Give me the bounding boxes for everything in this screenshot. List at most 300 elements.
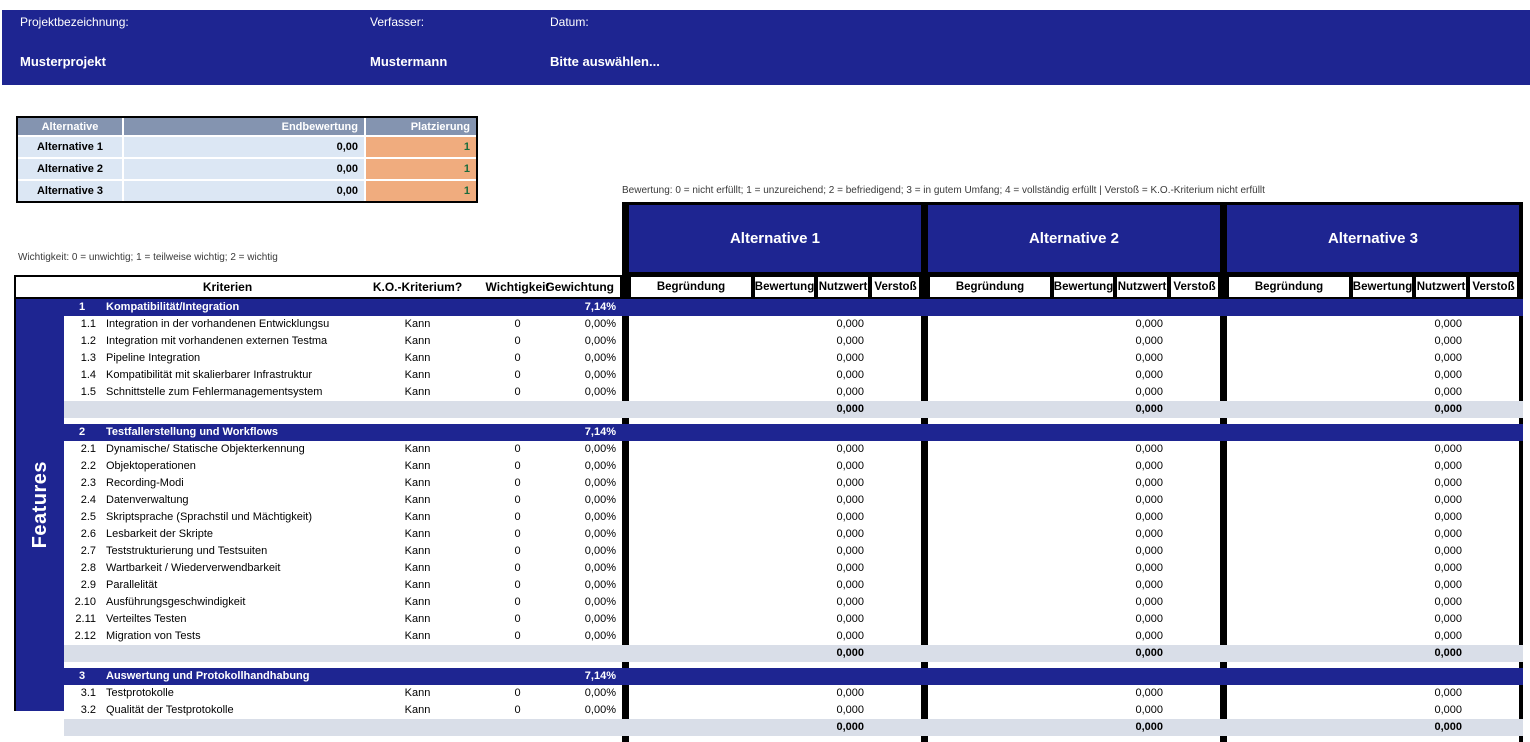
cell-verstoss[interactable]	[870, 492, 921, 509]
cell-bewertung[interactable]	[1052, 475, 1115, 492]
cell-wichtigkeit[interactable]: 0	[514, 579, 521, 591]
cell-bewertung[interactable]	[753, 560, 816, 577]
cell-gewichtung: 0,00%	[584, 704, 616, 716]
block-divider	[921, 492, 928, 509]
cell-bewertung[interactable]	[1351, 594, 1414, 611]
features-sidebar-label: Features	[28, 461, 51, 549]
cell-verstoss[interactable]	[1468, 594, 1519, 611]
cell-verstoss[interactable]	[1169, 526, 1220, 543]
cell-verstoss[interactable]	[1169, 367, 1220, 384]
cell-bewertung[interactable]	[1351, 685, 1414, 702]
cell-bewertung[interactable]	[753, 611, 816, 628]
cell-wichtigkeit	[480, 424, 555, 441]
cell-bewertung[interactable]	[1351, 611, 1414, 628]
cell-verstoss[interactable]	[1468, 350, 1519, 367]
criterion-row	[64, 316, 1525, 333]
cell-bewertung[interactable]	[753, 350, 816, 367]
cell-verstoss[interactable]	[1468, 543, 1519, 560]
cell-ko[interactable]: Kann	[404, 613, 431, 625]
cell-nutzwert: 0,000	[1434, 579, 1462, 591]
cell-bewertung[interactable]	[1351, 333, 1414, 350]
cell-begruendung[interactable]	[928, 560, 1052, 577]
cell-verstoss[interactable]	[1169, 350, 1220, 367]
summary-row-score: 0,00	[124, 181, 364, 201]
cell-empty	[555, 401, 622, 418]
matrix-right-border	[1519, 560, 1523, 577]
cell-bewertung[interactable]	[1052, 611, 1115, 628]
cell-begruendung[interactable]	[629, 333, 753, 350]
cell-nutzwert: 0,000	[1434, 528, 1462, 540]
criterion-row	[64, 685, 1525, 702]
cell-verstoss[interactable]	[870, 367, 921, 384]
cell-verstoss[interactable]	[1468, 492, 1519, 509]
criterion-row	[64, 367, 1525, 384]
cell-begruendung[interactable]	[1227, 543, 1351, 560]
cell-bewertung[interactable]	[753, 316, 816, 333]
cell-verstoss[interactable]	[1169, 333, 1220, 350]
cell-nutzwert: 0,000	[1135, 704, 1163, 716]
block-divider	[921, 685, 928, 702]
cell-verstoss[interactable]	[1169, 685, 1220, 702]
cell-begruendung[interactable]	[928, 367, 1052, 384]
cell-wichtigkeit[interactable]: 0	[514, 335, 521, 347]
criterion-name: Skriptsprache (Sprachstil und Mächtigkeit)	[106, 511, 313, 523]
cell-bewertung[interactable]	[1052, 492, 1115, 509]
cell-verstoss[interactable]	[870, 526, 921, 543]
cell-ko[interactable]: Kann	[404, 528, 431, 540]
author-value-cell[interactable]: Mustermann	[370, 54, 448, 69]
cell-verstoss[interactable]	[1468, 577, 1519, 594]
cell-wichtigkeit[interactable]: 0	[514, 613, 521, 625]
cell-begruendung[interactable]	[928, 628, 1052, 645]
section-number: 2	[64, 424, 100, 441]
cell-verstoss	[1169, 736, 1220, 742]
cell-bewertung[interactable]	[1351, 526, 1414, 543]
cell-gewichtung: 0,00%	[584, 369, 616, 381]
criterion-name: Pipeline Integration	[106, 352, 201, 364]
cell-verstoss[interactable]	[1169, 560, 1220, 577]
block-divider	[921, 736, 928, 742]
cell-bewertung[interactable]	[1351, 458, 1414, 475]
cell-begruendung	[928, 645, 1052, 662]
cell-begruendung[interactable]	[629, 685, 753, 702]
cell-bewertung[interactable]	[753, 628, 816, 645]
cell-verstoss[interactable]	[1468, 333, 1519, 350]
cell-bewertung[interactable]	[1052, 685, 1115, 702]
cell-verstoss	[1169, 299, 1220, 316]
summary-row-name: Alternative 3	[18, 181, 122, 201]
cell-begruendung	[629, 299, 753, 316]
cell-ko[interactable]: Kann	[404, 511, 431, 523]
cell-wichtigkeit[interactable]: 0	[514, 687, 521, 699]
block-divider	[1220, 645, 1227, 662]
criterion-row	[64, 543, 1525, 560]
cell-verstoss[interactable]	[870, 458, 921, 475]
cell-bewertung[interactable]	[1052, 316, 1115, 333]
cell-wichtigkeit[interactable]: 0	[514, 562, 521, 574]
cell-verstoss	[1169, 645, 1220, 662]
cell-verstoss[interactable]	[1468, 526, 1519, 543]
cell-begruendung[interactable]	[1227, 594, 1351, 611]
cell-wichtigkeit[interactable]: 0	[514, 545, 521, 557]
cell-verstoss	[870, 736, 921, 742]
cell-ko[interactable]: Kann	[404, 369, 431, 381]
section-gewichtung: 7,14%	[555, 299, 622, 316]
cell-begruendung[interactable]	[928, 685, 1052, 702]
cell-wichtigkeit[interactable]: 0	[514, 477, 521, 489]
matrix-right-border	[1519, 333, 1523, 350]
date-select-cell[interactable]: Bitte auswählen...	[550, 54, 660, 69]
criterion-number: 2.1	[80, 443, 96, 455]
matrix-right-border	[1519, 401, 1523, 418]
cell-begruendung[interactable]	[629, 526, 753, 543]
cell-begruendung[interactable]	[629, 367, 753, 384]
cell-verstoss	[1468, 736, 1519, 742]
cell-bewertung[interactable]	[1052, 628, 1115, 645]
cell-wichtigkeit[interactable]: 0	[514, 318, 521, 330]
cell-wichtigkeit[interactable]: 0	[514, 511, 521, 523]
cell-begruendung[interactable]	[1227, 577, 1351, 594]
cell-begruendung[interactable]	[928, 492, 1052, 509]
cell-verstoss[interactable]	[1468, 384, 1519, 401]
summary-col-endbewertung: Endbewertung	[124, 118, 364, 135]
cell-begruendung[interactable]	[928, 509, 1052, 526]
cell-verstoss[interactable]	[1169, 628, 1220, 645]
block-divider	[1220, 509, 1227, 526]
cell-begruendung[interactable]	[629, 350, 753, 367]
cell-bewertung[interactable]	[1351, 509, 1414, 526]
cell-ko[interactable]: Kann	[404, 704, 431, 716]
cell-ko[interactable]: Kann	[404, 596, 431, 608]
cell-verstoss	[1169, 424, 1220, 441]
cell-bewertung	[753, 299, 816, 316]
cell-verstoss[interactable]	[1169, 475, 1220, 492]
cell-ko[interactable]: Kann	[404, 687, 431, 699]
cell-verstoss[interactable]	[1468, 611, 1519, 628]
cell-begruendung[interactable]	[928, 333, 1052, 350]
cell-gewichtung: 0,00%	[584, 528, 616, 540]
cell-bewertung[interactable]	[1351, 350, 1414, 367]
cell-bewertung[interactable]	[1351, 316, 1414, 333]
cell-nutzwert: 0,000	[1434, 704, 1462, 716]
cell-verstoss[interactable]	[870, 333, 921, 350]
cell-bewertung[interactable]	[1052, 594, 1115, 611]
cell-verstoss[interactable]	[1169, 316, 1220, 333]
cell-bewertung[interactable]	[1052, 458, 1115, 475]
block-divider	[622, 202, 629, 275]
criterion-row	[64, 333, 1525, 350]
cell-wichtigkeit[interactable]: 0	[514, 460, 521, 472]
cell-bewertung[interactable]	[1052, 526, 1115, 543]
cell-nutzwert: 0,000	[836, 511, 864, 523]
cell-begruendung[interactable]	[1227, 367, 1351, 384]
cell-begruendung[interactable]	[928, 350, 1052, 367]
cell-verstoss[interactable]	[1468, 441, 1519, 458]
cell-begruendung	[629, 401, 753, 418]
cell-verstoss[interactable]	[870, 560, 921, 577]
criterion-row	[64, 594, 1525, 611]
cell-verstoss[interactable]	[1468, 367, 1519, 384]
cell-begruendung[interactable]	[1227, 441, 1351, 458]
cell-begruendung[interactable]	[629, 628, 753, 645]
section-title: Kompatibilität/Integration	[100, 299, 355, 316]
cell-ko[interactable]: Kann	[404, 335, 431, 347]
gewichtung-header: Gewichtung	[545, 280, 614, 294]
cell-bewertung	[1052, 299, 1115, 316]
cell-verstoss[interactable]	[870, 384, 921, 401]
cell-wichtigkeit[interactable]: 0	[514, 704, 521, 716]
criterion-row	[64, 577, 1525, 594]
cell-nutzwert: 0,000	[1434, 443, 1462, 455]
cell-bewertung[interactable]	[1052, 560, 1115, 577]
cell-begruendung[interactable]	[928, 475, 1052, 492]
cell-begruendung[interactable]	[1227, 685, 1351, 702]
matrix-right-border	[1519, 350, 1523, 367]
cell-nutzwert: 0,000	[1135, 511, 1163, 523]
cell-begruendung[interactable]	[1227, 509, 1351, 526]
cell-bewertung[interactable]	[753, 526, 816, 543]
cell-bewertung[interactable]	[1351, 628, 1414, 645]
cell-verstoss[interactable]	[1468, 458, 1519, 475]
cell-verstoss[interactable]	[870, 350, 921, 367]
cell-begruendung[interactable]	[1227, 384, 1351, 401]
cell-verstoss[interactable]	[1169, 492, 1220, 509]
cell-bewertung[interactable]	[1351, 441, 1414, 458]
cell-verstoss[interactable]	[1468, 628, 1519, 645]
cell-subtotal-nutzwert: 0,000	[816, 719, 870, 736]
cell-gewichtung: 0,00%	[584, 335, 616, 347]
cell-bewertung[interactable]	[753, 367, 816, 384]
cell-wichtigkeit	[480, 299, 555, 316]
cell-ko[interactable]: Kann	[404, 477, 431, 489]
cell-empty	[100, 736, 355, 742]
cell-nutzwert: 0,000	[1434, 494, 1462, 506]
project-value-cell[interactable]: Musterprojekt	[20, 54, 106, 69]
cell-bewertung	[753, 424, 816, 441]
cell-verstoss[interactable]	[1169, 458, 1220, 475]
cell-verstoss[interactable]	[870, 316, 921, 333]
cell-begruendung[interactable]	[928, 384, 1052, 401]
cell-verstoss[interactable]	[1169, 577, 1220, 594]
cell-gewichtung: 0,00%	[584, 477, 616, 489]
cell-begruendung[interactable]	[629, 492, 753, 509]
cell-bewertung[interactable]	[1052, 543, 1115, 560]
cell-begruendung[interactable]	[629, 384, 753, 401]
cell-begruendung[interactable]	[629, 509, 753, 526]
cell-begruendung[interactable]	[928, 316, 1052, 333]
cell-verstoss[interactable]	[1169, 594, 1220, 611]
cell-verstoss[interactable]	[1169, 543, 1220, 560]
block-divider	[1220, 202, 1227, 275]
cell-bewertung[interactable]	[753, 543, 816, 560]
cell-bewertung[interactable]	[753, 509, 816, 526]
alternative-header: Alternative 1	[629, 205, 921, 272]
cell-nutzwert: 0,000	[836, 494, 864, 506]
cell-bewertung[interactable]	[1052, 441, 1115, 458]
cell-verstoss[interactable]	[1169, 441, 1220, 458]
criterion-number: 2.7	[80, 545, 96, 557]
cell-verstoss[interactable]	[1169, 509, 1220, 526]
cell-begruendung[interactable]	[1227, 458, 1351, 475]
cell-nutzwert: 0,000	[1135, 369, 1163, 381]
cell-verstoss[interactable]	[870, 702, 921, 719]
cell-verstoss[interactable]	[1169, 611, 1220, 628]
block-divider	[622, 645, 629, 662]
block-divider	[622, 384, 629, 401]
cell-verstoss[interactable]	[870, 685, 921, 702]
block-divider	[1220, 441, 1227, 458]
cell-ko[interactable]: Kann	[404, 460, 431, 472]
cell-bewertung[interactable]	[1351, 492, 1414, 509]
cell-verstoss[interactable]	[870, 577, 921, 594]
cell-begruendung[interactable]	[629, 611, 753, 628]
cell-verstoss[interactable]	[870, 611, 921, 628]
cell-begruendung[interactable]	[1227, 333, 1351, 350]
cell-bewertung[interactable]	[1351, 560, 1414, 577]
cell-bewertung[interactable]	[1052, 509, 1115, 526]
cell-ko[interactable]: Kann	[404, 352, 431, 364]
cell-bewertung[interactable]	[1052, 367, 1115, 384]
cell-begruendung[interactable]	[629, 316, 753, 333]
cell-verstoss[interactable]	[1468, 475, 1519, 492]
cell-begruendung[interactable]	[1227, 350, 1351, 367]
cell-verstoss[interactable]	[870, 475, 921, 492]
cell-ko[interactable]: Kann	[404, 562, 431, 574]
cell-begruendung[interactable]	[928, 441, 1052, 458]
block-divider	[921, 367, 928, 384]
cell-begruendung[interactable]	[1227, 526, 1351, 543]
cell-verstoss[interactable]	[1468, 560, 1519, 577]
cell-begruendung[interactable]	[928, 543, 1052, 560]
cell-begruendung[interactable]	[1227, 316, 1351, 333]
cell-begruendung[interactable]	[1227, 560, 1351, 577]
cell-ko[interactable]: Kann	[404, 545, 431, 557]
cell-begruendung[interactable]	[1227, 492, 1351, 509]
cell-bewertung[interactable]	[1351, 543, 1414, 560]
cell-verstoss[interactable]	[870, 594, 921, 611]
cell-verstoss[interactable]	[1468, 702, 1519, 719]
matrix-right-border	[1519, 424, 1523, 441]
cell-bewertung[interactable]	[1052, 333, 1115, 350]
cell-begruendung[interactable]	[1227, 702, 1351, 719]
criterion-row	[64, 458, 1525, 475]
criterion-number: 1.1	[80, 318, 96, 330]
cell-ko[interactable]: Kann	[404, 494, 431, 506]
cell-bewertung	[1052, 424, 1115, 441]
cell-verstoss[interactable]	[1169, 702, 1220, 719]
cell-wichtigkeit[interactable]: 0	[514, 443, 521, 455]
cell-bewertung[interactable]	[1351, 702, 1414, 719]
cell-begruendung[interactable]	[629, 458, 753, 475]
section-number: 3	[64, 668, 100, 685]
cell-bewertung[interactable]	[753, 384, 816, 401]
cell-bewertung[interactable]	[753, 333, 816, 350]
cell-bewertung[interactable]	[753, 685, 816, 702]
cell-begruendung[interactable]	[928, 702, 1052, 719]
cell-bewertung[interactable]	[1052, 350, 1115, 367]
cell-wichtigkeit[interactable]: 0	[514, 369, 521, 381]
cell-bewertung[interactable]	[753, 492, 816, 509]
cell-begruendung[interactable]	[928, 594, 1052, 611]
cell-bewertung[interactable]	[753, 594, 816, 611]
bewertung-legend: Bewertung: 0 = nicht erfüllt; 1 = unzureichend; 2 = befriedigend; 3 = in gutem Umfang; 4 = vollständig erfüllt | Verstoß = K.O.-Kriterium nicht erfüllt	[622, 185, 1265, 196]
cell-bewertung[interactable]	[1052, 702, 1115, 719]
cell-begruendung[interactable]	[629, 560, 753, 577]
cell-nutzwert: 0,000	[836, 528, 864, 540]
criterion-name: Integration in der vorhandenen Entwicklungsu	[106, 318, 330, 330]
cell-bewertung[interactable]	[753, 702, 816, 719]
cell-nutzwert	[816, 299, 870, 316]
cell-verstoss[interactable]	[1468, 316, 1519, 333]
cell-ko[interactable]: Kann	[404, 579, 431, 591]
cell-wichtigkeit[interactable]: 0	[514, 528, 521, 540]
cell-verstoss[interactable]	[1169, 384, 1220, 401]
cell-verstoss[interactable]	[870, 509, 921, 526]
cell-ko[interactable]: Kann	[404, 443, 431, 455]
cell-verstoss[interactable]	[870, 628, 921, 645]
cell-wichtigkeit[interactable]: 0	[514, 386, 521, 398]
cell-bewertung[interactable]	[1351, 577, 1414, 594]
block-divider	[1220, 458, 1227, 475]
block-divider	[921, 509, 928, 526]
cell-verstoss[interactable]	[1468, 685, 1519, 702]
cell-begruendung[interactable]	[629, 702, 753, 719]
cell-begruendung[interactable]	[1227, 475, 1351, 492]
cell-wichtigkeit[interactable]: 0	[514, 630, 521, 642]
cell-begruendung[interactable]	[629, 441, 753, 458]
cell-wichtigkeit[interactable]: 0	[514, 596, 521, 608]
cell-begruendung[interactable]	[1227, 628, 1351, 645]
cell-begruendung	[1227, 299, 1351, 316]
cell-begruendung[interactable]	[928, 526, 1052, 543]
cell-begruendung[interactable]	[629, 543, 753, 560]
cell-verstoss[interactable]	[1468, 509, 1519, 526]
cell-bewertung[interactable]	[753, 458, 816, 475]
cell-begruendung[interactable]	[629, 577, 753, 594]
cell-begruendung[interactable]	[629, 594, 753, 611]
cell-begruendung	[928, 736, 1052, 742]
cell-begruendung[interactable]	[928, 611, 1052, 628]
cell-bewertung[interactable]	[1351, 475, 1414, 492]
cell-bewertung[interactable]	[753, 475, 816, 492]
summary-row-name: Alternative 2	[18, 159, 122, 179]
cell-nutzwert: 0,000	[836, 704, 864, 716]
cell-bewertung[interactable]	[1052, 384, 1115, 401]
cell-empty	[480, 645, 555, 662]
cell-ko[interactable]: Kann	[404, 630, 431, 642]
cell-begruendung[interactable]	[1227, 611, 1351, 628]
cell-ko[interactable]: Kann	[404, 386, 431, 398]
cell-nutzwert: 0,000	[836, 545, 864, 557]
cell-bewertung[interactable]	[753, 577, 816, 594]
cell-bewertung[interactable]	[1052, 577, 1115, 594]
cell-begruendung[interactable]	[629, 475, 753, 492]
cell-bewertung[interactable]	[753, 441, 816, 458]
cell-begruendung[interactable]	[928, 458, 1052, 475]
cell-wichtigkeit[interactable]: 0	[514, 494, 521, 506]
cell-gewichtung: 0,00%	[584, 494, 616, 506]
criterion-name: Integration mit vorhandenen externen Testma	[106, 335, 328, 347]
cell-begruendung[interactable]	[928, 577, 1052, 594]
cell-bewertung[interactable]	[1351, 384, 1414, 401]
cell-verstoss[interactable]	[870, 543, 921, 560]
block-divider	[622, 492, 629, 509]
cell-verstoss[interactable]	[870, 441, 921, 458]
cell-begruendung	[1227, 401, 1351, 418]
cell-bewertung[interactable]	[1351, 367, 1414, 384]
cell-wichtigkeit[interactable]: 0	[514, 352, 521, 364]
cell-ko[interactable]: Kann	[404, 318, 431, 330]
